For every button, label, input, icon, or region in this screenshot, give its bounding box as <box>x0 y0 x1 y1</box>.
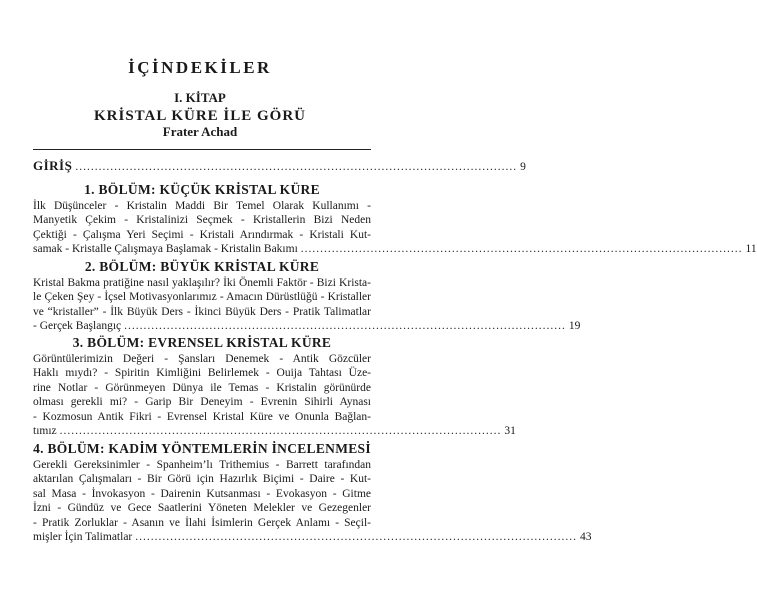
section-line-last: mişler İçin Talimatlar <box>33 531 133 544</box>
section-line: rine Notlar - Görünmeyen Dünya ile Temas - Kristalin görünürde <box>33 381 371 394</box>
section-line: Kristal Bakma pratiğine nasıl yaklaşılır? İki Önemli Faktör - Bizi Krista- <box>33 277 371 289</box>
section-title: 3. BÖLÜM: EVRENSEL KRİSTAL KÜRE <box>72 335 332 350</box>
leader-dots: .................................................................................................................. <box>59 425 502 438</box>
toc-title: İÇİNDEKİLER <box>128 58 272 77</box>
section-line: olması gerekli mi? - Garip Bir Deneyim - Evrenin Sihirli Aynası <box>33 396 371 409</box>
section-line: - Kozmosun Antik Fikri - Evrensel Kristal Küre ve Onunla Bağlan- <box>33 410 371 423</box>
section-line: le Çeken Şey - İçsel Motivasyonlarımız - Amacın Dürüstlüğü - Kristaller <box>33 291 371 304</box>
section-line: Çektiği - Çalışma Yeri Seçimi - Kristali Arındırmak - Kristali Kut- <box>33 228 371 241</box>
section-line: aktarılan Çalışmaları - Bir Görü için Hazırlık Biçimi - Daire - Kut- <box>33 473 371 486</box>
divider-rule <box>33 149 371 150</box>
book-title: KRİSTAL KÜRE İLE GÖRÜ <box>93 108 306 124</box>
section-line: Haklı mıydı? - Spiritin Kimliğini Belirlemek - Ouija Tahtası Üze- <box>33 367 371 380</box>
toc-entry-giris[interactable] <box>33 158 526 174</box>
entry-label: GİRİŞ <box>33 158 73 173</box>
leader-dots: .................................................................................................................. <box>135 531 578 544</box>
toc-section-1[interactable] <box>33 181 757 257</box>
section-line: Manyetik Çekim - Kristalinizi Seçmek - Kristallerin Bizi Neden <box>33 214 371 227</box>
leader-dots: .................................................................................................................. <box>75 161 518 173</box>
section-line: Görüntülerimizin Değeri - Şansları Denemek - Antik Gözcüler <box>33 353 371 365</box>
section-line-last: - Gerçek Başlangıç <box>33 320 122 333</box>
section-line-last: tımız <box>33 425 57 438</box>
page-number: 31 <box>504 425 516 438</box>
section-line: ve “kristaller” - İlk Büyük Ders - İkinci Büyük Ders - Pratik Talimatlar <box>33 305 371 318</box>
book-number: I. KİTAP <box>174 90 226 105</box>
section-line: İzni - Gündüz ve Gece Saatlerini Yöneten Melekler ve Gezegenler <box>33 502 371 515</box>
page-number: 19 <box>568 320 581 333</box>
page-number: 9 <box>520 161 526 173</box>
toc-section-3[interactable] <box>33 334 516 438</box>
leader-dots: .................................................................................................................. <box>124 320 566 333</box>
page-number: 43 <box>580 531 592 544</box>
section-title: 4. BÖLÜM: KADİM YÖNTEMLERİN İNCELENMESİ <box>33 441 371 456</box>
section-title: 1. BÖLÜM: KÜÇÜK KRİSTAL KÜRE <box>84 182 320 197</box>
toc-section-4[interactable] <box>33 440 592 544</box>
section-line: - Pratik Zorluklar - Asanın ve İlahi İsimlerin Gerçek Anlamı - Seçil- <box>33 516 371 529</box>
section-line: İlk Düşünceler - Kristalin Maddi Bir Temel Olarak Kullanımı - <box>33 200 371 212</box>
section-line: Gerekli Gereksinimler - Spanheim’lı Trithemius - Barrett tarafından <box>33 459 371 471</box>
section-line: sal Masa - İnvokasyon - Dairenin Kutsanması - Evokasyon - Gitme <box>33 487 371 500</box>
section-title: 2. BÖLÜM: BÜYÜK KRİSTAL KÜRE <box>84 259 320 274</box>
leader-dots: .................................................................................................................. <box>300 243 743 256</box>
section-line-last: samak - Kristalle Çalışmaya Başlamak - Kristalin Bakımı <box>33 243 298 256</box>
toc-section-2[interactable] <box>33 258 581 334</box>
page-number: 11 <box>745 243 757 256</box>
book-author: Frater Achad <box>162 124 238 139</box>
